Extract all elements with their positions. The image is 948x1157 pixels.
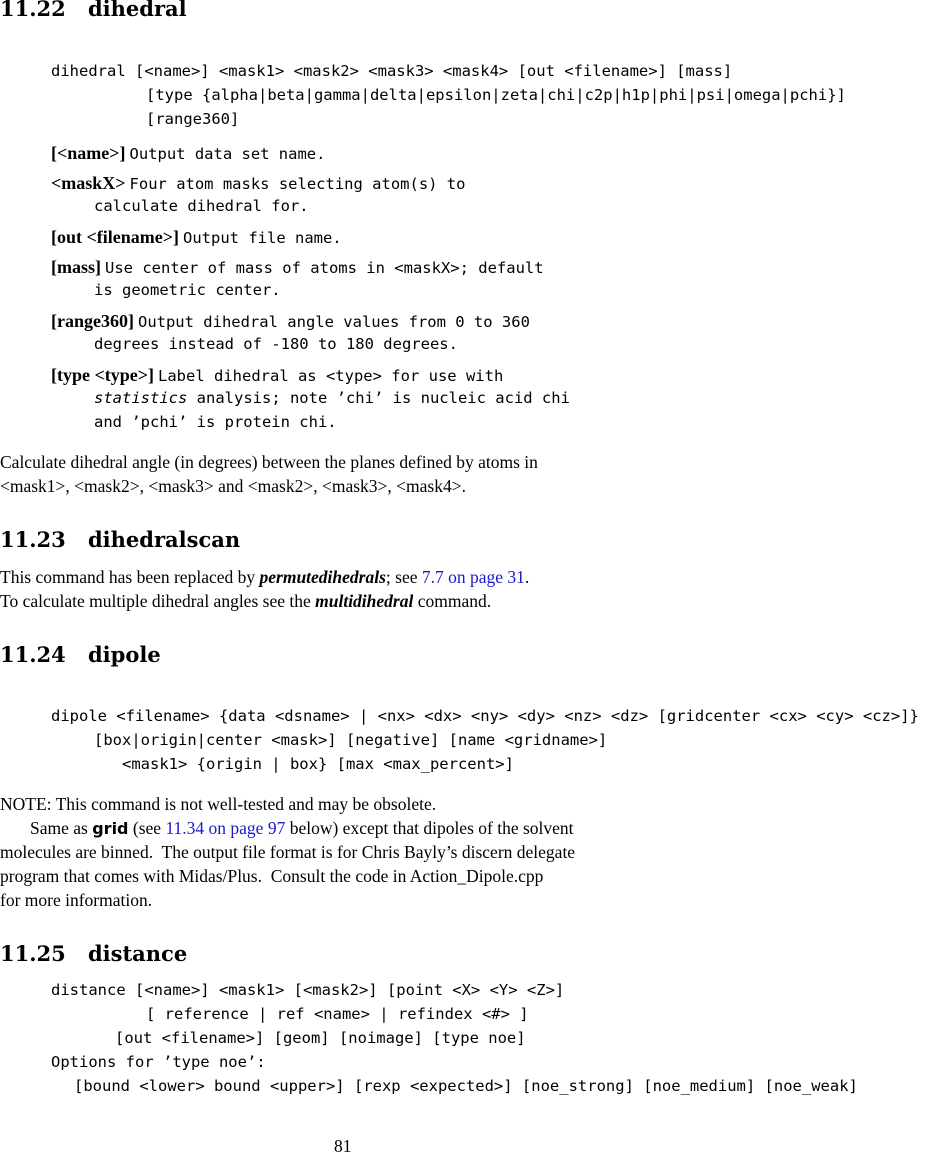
section-heading-11-22 <box>0 0 187 21</box>
command-name: multidihedral <box>315 591 414 611</box>
option-label: <maskX> <box>51 173 126 193</box>
paragraph: <mask1>, <mask2>, <mask3> and <mask2>, <mask3>, <mask4>. <box>0 476 466 496</box>
paragraph: molecules are binned. The output file format is for Chris Bayly’s discern delegate <box>0 842 576 862</box>
section-heading-11-24 <box>0 642 161 667</box>
option-description-cont: degrees instead of -180 to 180 degrees. <box>94 335 458 353</box>
option-description: Label dihedral as <type> for use with <box>158 367 504 385</box>
paragraph-text: ; see <box>385 567 422 587</box>
option-mass <box>51 257 544 278</box>
paragraph-text: (see <box>128 818 166 838</box>
command-name: permutedihedrals <box>259 567 386 587</box>
syntax-line: dihedral [<name>] <mask1> <mask2> <mask3> <mask4> [out <filename>] [mass] <box>51 62 733 80</box>
option-description: Output dihedral angle values from 0 to 360 <box>137 313 530 331</box>
section-heading-11-23 <box>0 527 240 552</box>
option-description-text: analysis; note ’chi’ is nucleic acid chi <box>187 389 570 407</box>
section-title: distance <box>88 941 188 966</box>
section-title: dipole <box>88 642 161 667</box>
paragraph <box>30 818 574 839</box>
option-description: Output data set name. <box>129 145 326 163</box>
syntax-line: [range360] <box>146 110 240 128</box>
paragraph-text: . <box>524 567 530 587</box>
option-label: [mass] <box>51 257 101 277</box>
paragraph-text: To calculate multiple dihedral angles see the <box>0 591 316 611</box>
paragraph: program that comes with Midas/Plus. Consult the code in Action_Dipole.cpp <box>0 866 544 886</box>
option-maskx <box>51 173 465 194</box>
syntax-line: dipole <filename> {data <dsname> | <nx> <dx> <ny> <dy> <nz> <dz> [gridcenter <cx> <cy> <cz>]} <box>51 707 919 725</box>
paragraph-text: below) except that dipoles of the solvent <box>285 818 574 838</box>
section-title: dihedralscan <box>88 527 241 552</box>
option-label: [<name>] <box>51 143 126 163</box>
note: NOTE: This command is not well-tested and may be obsolete. <box>0 794 437 814</box>
section-number: 11.24 <box>0 642 66 667</box>
option-description-cont: is geometric center. <box>94 281 281 299</box>
option-description: Four atom masks selecting atom(s) to <box>129 175 466 193</box>
command-name: grid <box>92 819 129 838</box>
syntax-line: [out <filename>] [geom] [noimage] [type noe] <box>115 1029 526 1047</box>
option-range360 <box>51 311 530 332</box>
paragraph-text: This command has been replaced by <box>0 567 260 587</box>
section-title: dihedral <box>88 0 187 21</box>
option-description: Output file name. <box>183 229 342 247</box>
option-out <box>51 227 342 248</box>
option-label: [range360] <box>51 311 134 331</box>
syntax-line: [type {alpha|beta|gamma|delta|epsilon|zeta|chi|c2p|h1p|phi|psi|omega|pchi}] <box>146 86 846 104</box>
section-number: 11.23 <box>0 527 66 552</box>
option-description: Use center of mass of atoms in <maskX>; default <box>105 259 544 277</box>
syntax-line: <mask1> {origin | box} [max <max_percent>] <box>122 755 514 773</box>
paragraph-text: Same as <box>30 818 93 838</box>
option-type <box>51 365 503 386</box>
section-heading-11-25 <box>0 941 187 966</box>
syntax-line: [ reference | ref <name> | refindex <#> ] <box>146 1005 529 1023</box>
paragraph: Calculate dihedral angle (in degrees) between the planes defined by atoms in <box>0 452 538 472</box>
option-label: [type <type>] <box>51 365 154 385</box>
page-number: 81 <box>334 1136 352 1156</box>
section-number: 11.22 <box>0 0 66 21</box>
syntax-line: distance [<name>] <mask1> [<mask2>] [point <X> <Y> <Z>] <box>51 981 565 999</box>
paragraph-text: command. <box>413 591 492 611</box>
cross-reference-link[interactable]: 7.7 on page 31 <box>421 567 525 587</box>
option-description-cont <box>94 389 570 407</box>
syntax-line: [box|origin|center <mask>] [negative] [name <gridname>] <box>94 731 608 749</box>
section-number: 11.25 <box>0 941 66 966</box>
option-label: [out <filename>] <box>51 227 179 247</box>
option-description-cont: calculate dihedral for. <box>94 197 309 215</box>
statistics-emphasis: statistics <box>94 389 188 407</box>
syntax-line: Options for ’type noe’: <box>51 1053 266 1071</box>
option-description-cont: and ’pchi’ is protein chi. <box>94 413 337 431</box>
syntax-line: [bound <lower> bound <upper>] [rexp <expected>] [noe_strong] [noe_medium] [noe_weak] <box>74 1077 858 1095</box>
cross-reference-link[interactable]: 11.34 on page 97 <box>165 818 286 838</box>
paragraph <box>0 591 491 612</box>
option-name <box>51 143 325 164</box>
paragraph: for more information. <box>0 890 153 910</box>
paragraph <box>0 567 529 588</box>
